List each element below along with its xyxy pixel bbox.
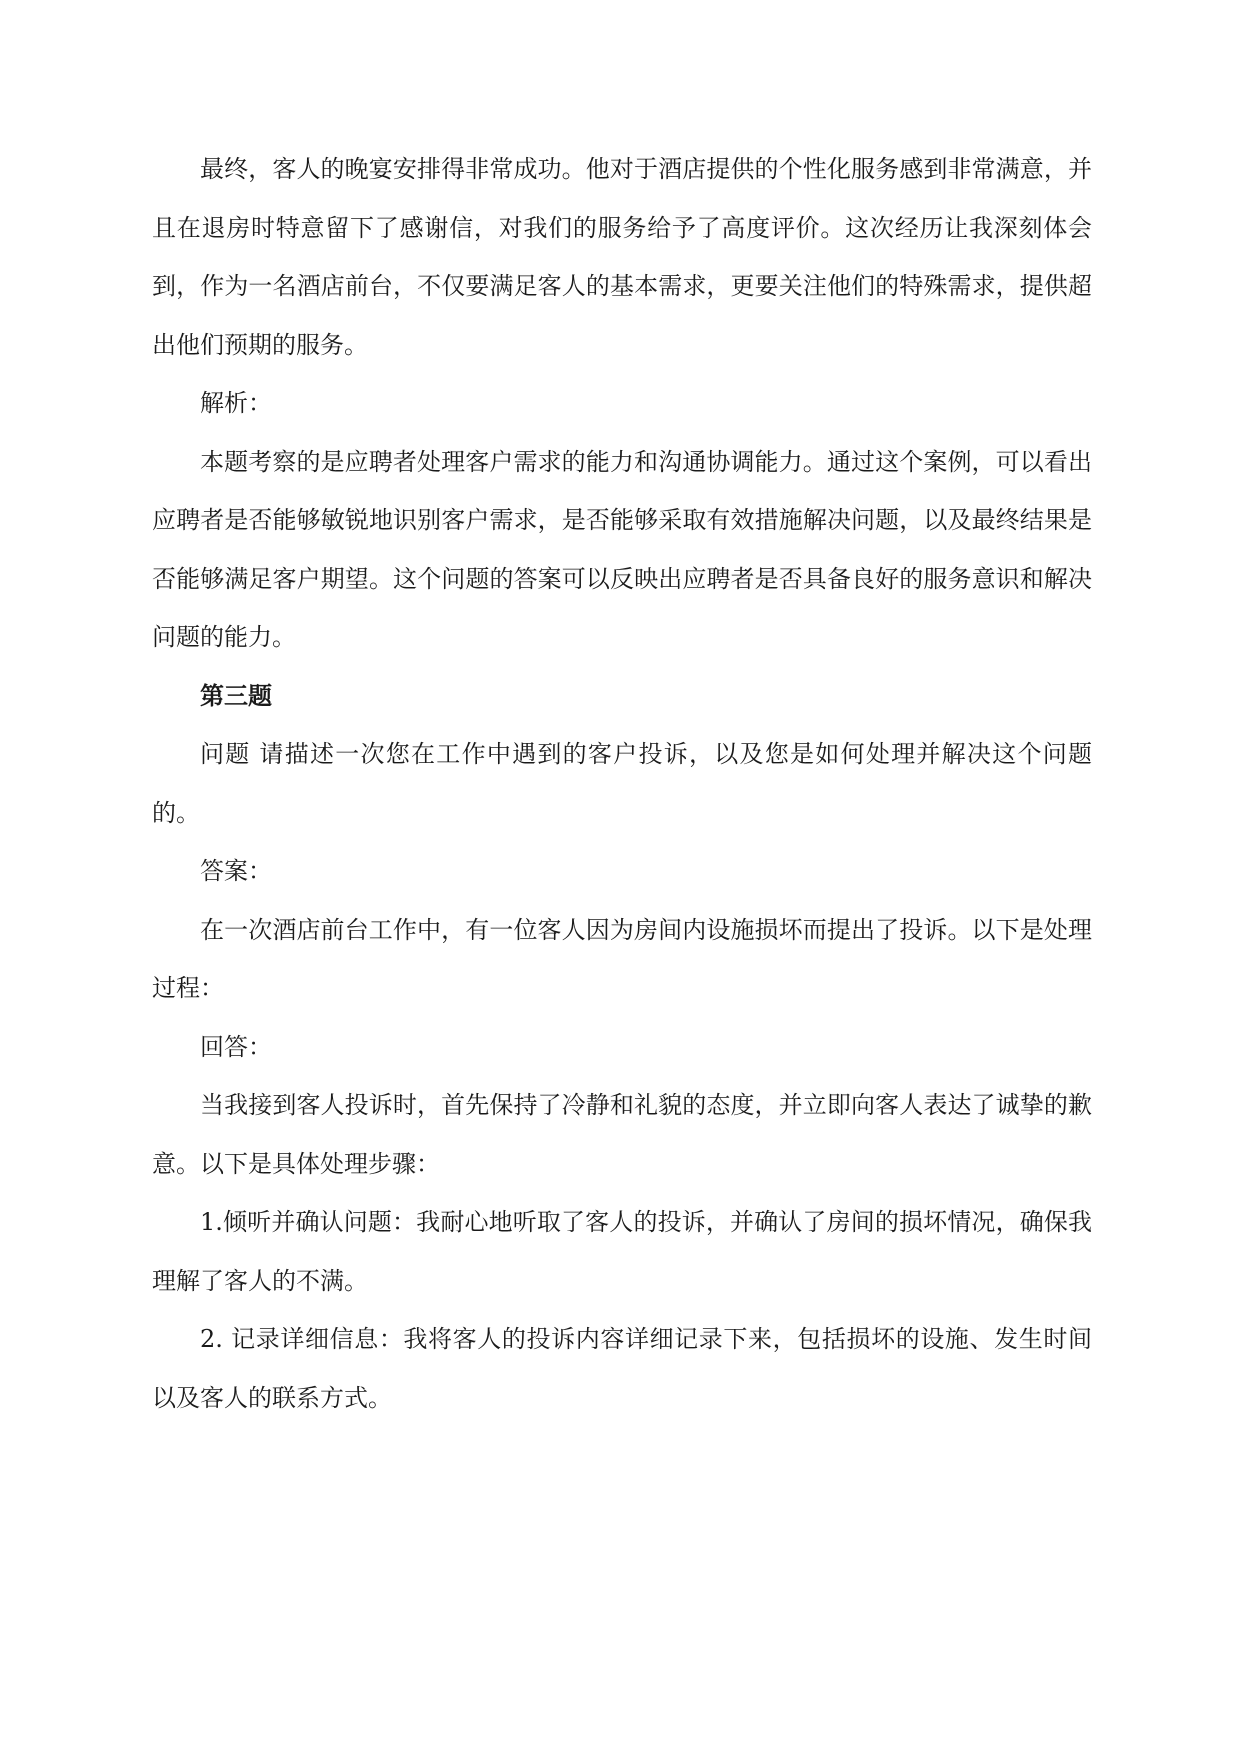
document-body bbox=[152, 140, 1092, 1427]
paragraph-step-1: 1.倾听并确认问题：我耐心地听取了客人的投诉，并确认了房间的损坏情况，确保我理解了客人的不满。 bbox=[152, 1208, 1092, 1295]
paragraph-analysis: 本题考察的是应聘者处理客户需求的能力和沟通协调能力。通过这个案例，可以看出应聘者是否能够敏锐地识别客户需求，是否能够采取有效措施解决问题，以及最终结果是否能够满足客户期望。这个问题的答案可以反映出应聘者是否具备良好的服务意识和解决问题的能力。 bbox=[152, 447, 1092, 651]
paragraph-response: 当我接到客人投诉时，首先保持了冷静和礼貌的态度，并立即向客人表达了诚挚的歉意。以下是具体处理步骤： bbox=[152, 1091, 1092, 1178]
paragraph-step-2: 2. 记录详细信息：我将客人的投诉内容详细记录下来，包括损坏的设施、发生时间以及客人的联系方式。 bbox=[152, 1325, 1092, 1412]
reply-label: 回答： bbox=[200, 1032, 272, 1061]
paragraph-scenario: 在一次酒店前台工作中，有一位客人因为房间内设施损坏而提出了投诉。以下是处理过程： bbox=[152, 915, 1092, 1002]
analysis-label: 解析： bbox=[200, 389, 272, 417]
paragraph-outcome: 最终，客人的晚宴安排得非常成功。他对于酒店提供的个性化服务感到非常满意，并且在退房时特意留下了感谢信，对我们的服务给予了高度评价。这次经历让我深刻体会到，作为一名酒店前台，不仅要满足客人的基本需求，更要关注他们的特殊需求，提供超出他们预期的服务。 bbox=[152, 155, 1092, 359]
section-heading: 第三题 bbox=[200, 680, 272, 710]
paragraph-question: 问题 请描述一次您在工作中遇到的客户投诉，以及您是如何处理并解决这个问题的。 bbox=[152, 740, 1092, 827]
answer-label: 答案： bbox=[200, 857, 272, 885]
